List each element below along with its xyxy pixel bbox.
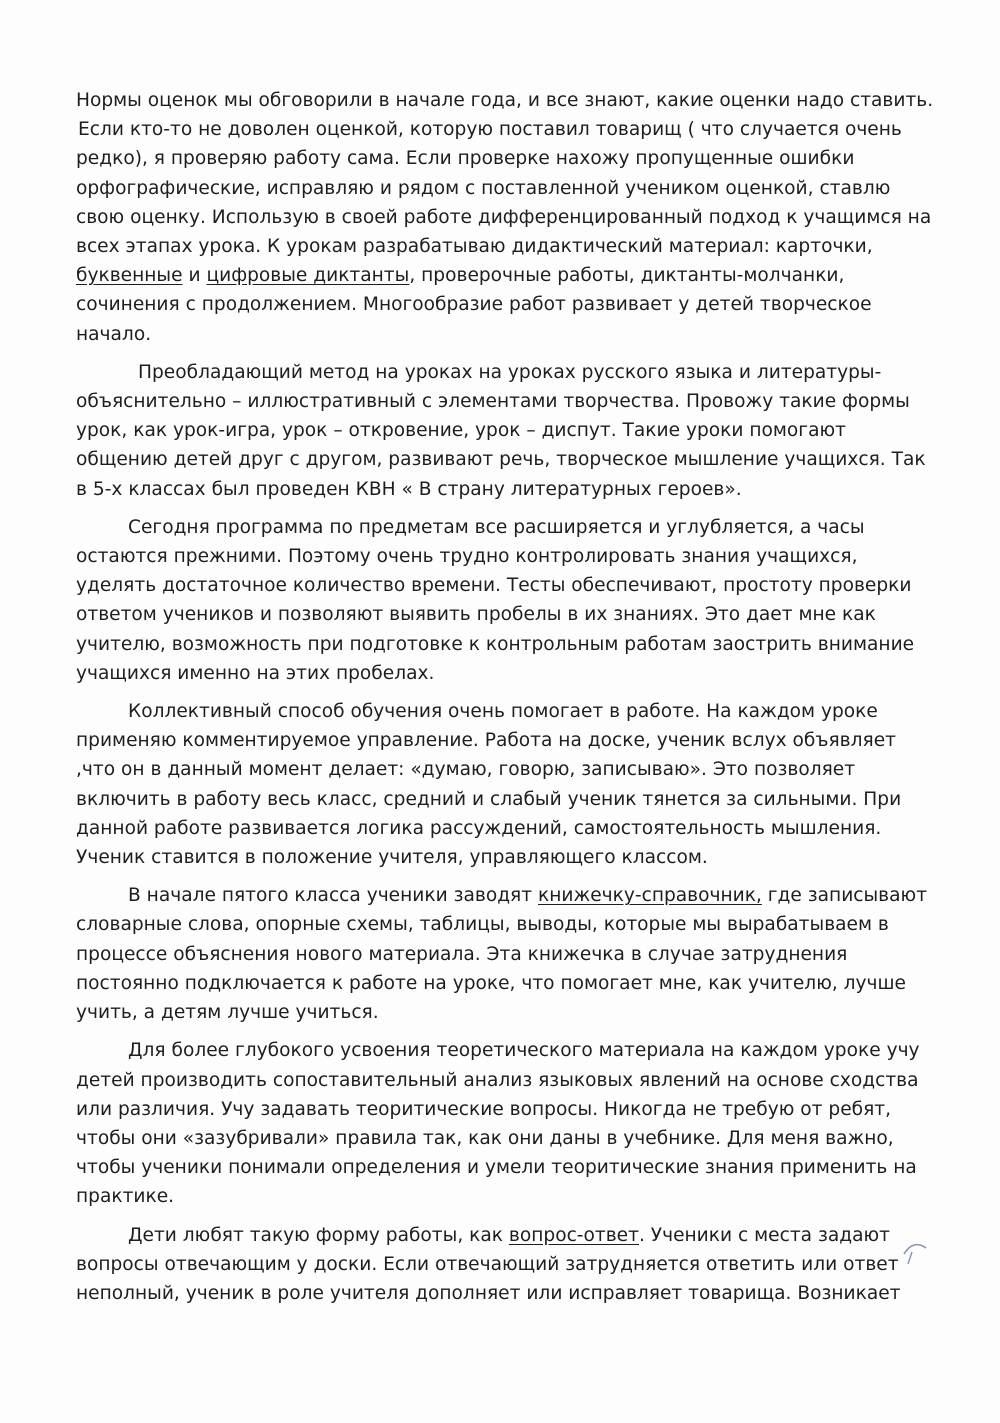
text-span: детей производить сопоставительный анализ языковых явлений на основе сходства — [76, 1069, 919, 1091]
text-span: чтобы ученики понимали определения и умели теоритические знания применить на — [76, 1157, 917, 1179]
text-line — [76, 814, 966, 843]
text-line — [76, 600, 966, 629]
text-line — [76, 1250, 966, 1279]
text-line — [76, 416, 966, 445]
text-line — [76, 697, 966, 726]
text-span: вопросы отвечающим у доски. Если отвечающий затрудняется ответить или ответ — [76, 1253, 899, 1275]
text-line — [76, 174, 966, 203]
document-body — [76, 86, 966, 1317]
text-span: учителю, возможность при подготовке к контрольным работам заострить внимание — [76, 633, 915, 655]
text-line — [76, 630, 966, 659]
text-line — [76, 144, 966, 173]
text-line — [76, 726, 966, 755]
text-span: применяю комментируемое управление. Работа на доске, ученик вслух объявляет — [76, 730, 896, 752]
text-span: . Ученики с места задают — [638, 1224, 890, 1246]
text-line — [76, 998, 966, 1027]
text-line — [76, 571, 966, 600]
pen-mark — [902, 1240, 930, 1266]
text-line — [76, 513, 966, 542]
text-span: чтобы они «зазубривали» правила так, как они даны в учебнике. Для меня важно, — [76, 1127, 894, 1149]
underlined-term: вопрос-ответ — [508, 1224, 639, 1246]
paragraph-3 — [76, 513, 966, 688]
text-span: уделять достаточное количество времени. Тесты обеспечивают, простоту проверки — [76, 575, 912, 597]
text-line — [76, 232, 966, 261]
underlined-term: цифровые диктанты — [206, 265, 410, 287]
text-span: Для более глубокого усвоения теоретического материала на каждом уроке учу — [128, 1040, 920, 1062]
text-span: В начале пятого класса ученики заводят — [128, 885, 538, 907]
paragraph-6 — [76, 1036, 966, 1211]
text-span: свою оценку. Использую в своей работе дифференцированный подход к учащимся на — [76, 206, 932, 228]
text-span: Ученик ставится в положение учителя, управляющего классом. — [76, 847, 708, 869]
text-line — [76, 358, 966, 387]
text-line — [76, 1153, 966, 1182]
text-span: , проверочные работы, диктанты-молчанки, — [409, 265, 845, 287]
text-span: объяснительно – иллюстративный с элементами творчества. Провожу такие формы — [76, 391, 910, 413]
text-span: ,что он в данный момент делает: «думаю, говорю, записываю». Это позволяет — [76, 759, 856, 781]
text-span: Нормы оценок мы обговорили в начале года, и все знают, какие оценки надо ставить. — [76, 90, 934, 111]
text-line — [76, 659, 966, 688]
text-line — [76, 969, 966, 998]
text-line — [76, 1095, 966, 1124]
text-span: в 5-х классах был проведен КВН « В страну литературных героев». — [76, 478, 742, 500]
text-span: всех этапах урока. К урокам разрабатываю дидактический материал: карточки, — [76, 236, 873, 258]
text-span: практике. — [76, 1186, 175, 1208]
text-span: общению детей друг с другом, развивают речь, творческое мышление учащихся. Так — [76, 449, 926, 471]
text-line — [76, 910, 966, 939]
text-span: урок, как урок-игра, урок – откровение, урок – диспут. Такие уроки помогают — [76, 420, 846, 442]
text-line — [76, 387, 966, 416]
text-line — [76, 320, 966, 349]
paragraph-7 — [76, 1221, 966, 1309]
text-span: словарные слова, опорные схемы, таблицы, выводы, которые мы вырабатываем в — [76, 914, 889, 936]
text-span: Дети любят такую форму работы, как — [128, 1224, 509, 1246]
paragraph-1 — [76, 86, 966, 349]
text-line — [76, 1036, 966, 1065]
text-line — [76, 86, 966, 115]
text-line — [76, 1066, 966, 1095]
text-line — [76, 1221, 966, 1250]
text-span: редко), я проверяю работу сама. Если проверке нахожу пропущенные ошибки — [76, 148, 855, 170]
text-span: Коллективный способ обучения очень помогает в работе. На каждом уроке — [128, 701, 878, 723]
text-span: постоянно подключается к работе на уроке, что помогает мне, как учителю, лучше — [76, 972, 906, 994]
text-line — [76, 261, 966, 290]
text-span: учить, а детям лучше учиться. — [76, 1002, 379, 1024]
text-span: неполный, ученик в роле учителя дополняет или исправляет товарища. Возникает — [76, 1282, 901, 1304]
paragraph-4 — [76, 697, 966, 872]
paragraph-5 — [76, 881, 966, 1027]
text-line — [76, 1182, 966, 1211]
text-line — [76, 445, 966, 474]
text-span: Сегодня программа по предметам все расширяется и углубляется, а часы — [128, 516, 865, 538]
text-line — [76, 843, 966, 872]
text-span: орфографические, исправляю и рядом с поставленной учеником оценкой, ставлю — [76, 177, 891, 199]
text-span: процессе объяснения нового материала. Эта книжечка в случае затруднения — [76, 943, 848, 965]
text-line — [76, 785, 966, 814]
text-line — [76, 1279, 966, 1308]
text-line — [76, 290, 966, 319]
text-span: остаются прежними. Поэтому очень трудно контролировать знания учащихся, — [76, 546, 858, 568]
text-line — [76, 542, 966, 571]
underlined-term: буквенные — [76, 265, 183, 287]
text-line — [76, 203, 966, 232]
text-span: и — [182, 265, 207, 287]
text-span: данной работе развивается логика рассуждений, самостоятельность мышления. — [76, 817, 882, 839]
text-line — [76, 115, 966, 144]
text-line — [76, 940, 966, 969]
text-span: или различия. Учу задавать теоритические вопросы. Никогда не требую от ребят, — [76, 1098, 892, 1120]
paragraph-2 — [76, 358, 966, 504]
text-line — [76, 881, 966, 910]
text-span: учащихся именно на этих пробелах. — [76, 662, 435, 684]
text-span: Если кто-то не доволен оценкой, которую поставил товарищ ( что случается очень — [78, 119, 902, 141]
text-span: где записывают — [761, 885, 928, 907]
text-span: включить в работу весь класс, средний и слабый ученик тянется за сильными. При — [76, 788, 902, 810]
text-line — [76, 1124, 966, 1153]
text-span: Преобладающий метод на уроках на уроках русского языка и литературы- — [138, 361, 882, 383]
text-line — [76, 475, 966, 504]
text-span: ответом учеников и позволяют выявить пробелы в их знаниях. Это дает мне как — [76, 604, 876, 626]
underlined-term: книжечку-справочник, — [538, 885, 762, 907]
text-span: начало. — [76, 323, 152, 345]
text-line — [76, 755, 966, 784]
text-span: сочинения с продолжением. Многообразие работ развивает у детей творческое — [76, 294, 872, 316]
